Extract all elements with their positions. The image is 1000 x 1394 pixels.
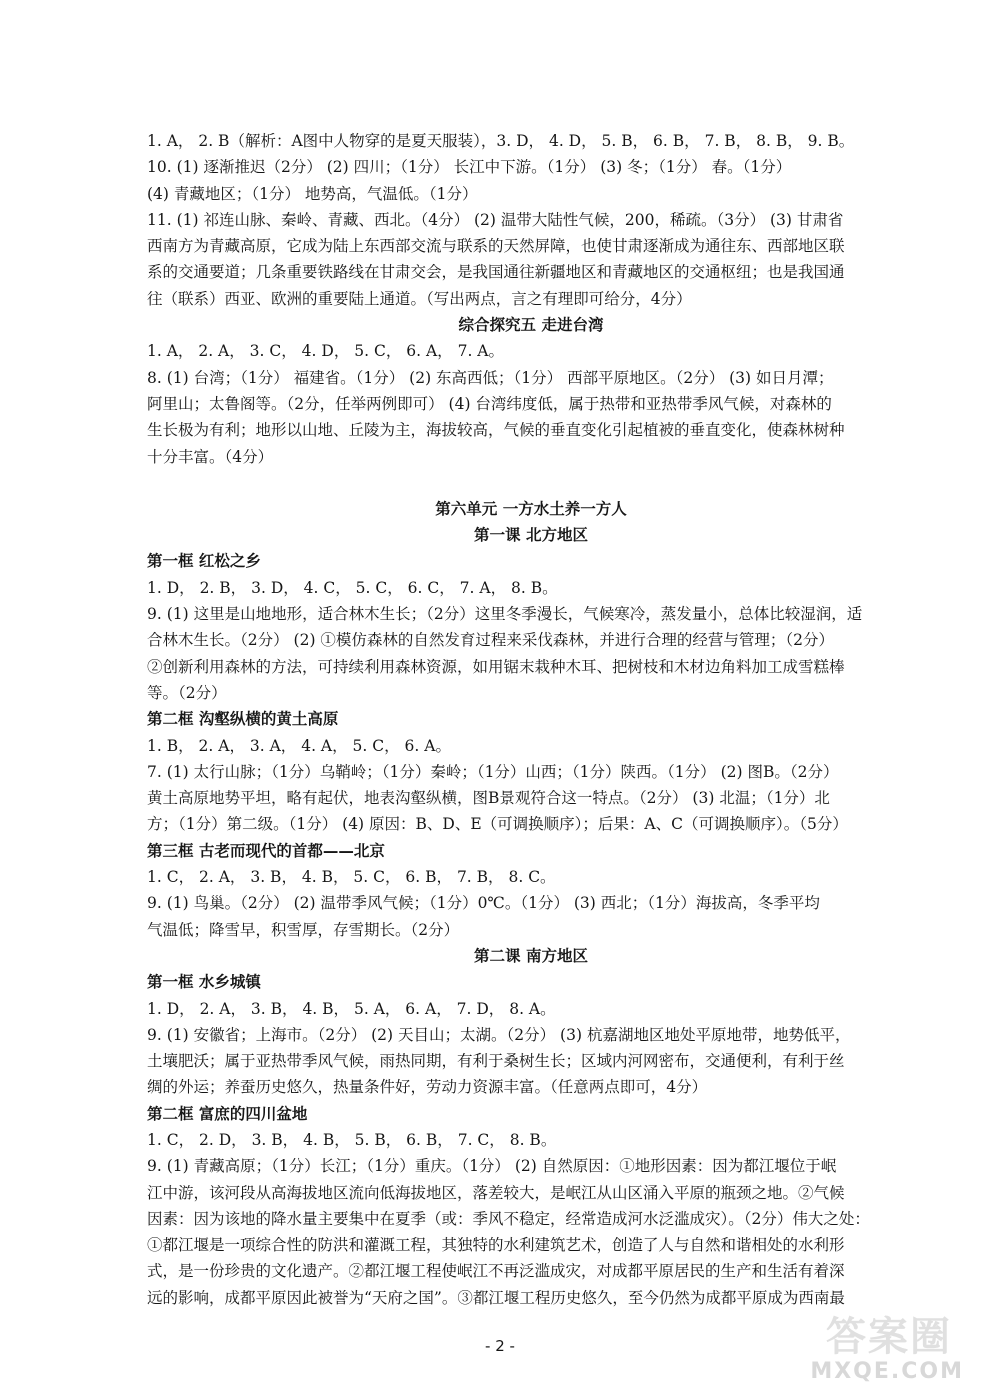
section-heading: 综合探究五 走进台湾 xyxy=(458,316,604,335)
answer-line: 西南方为青藏高原，它成为陆上东西部交流与联系的天然屏障，也使甘肃逐渐成为通往东、西部地区联 xyxy=(147,237,845,256)
answer-line: 8. (1) 台湾；（1分） 福建省。（1分） (2) 东高西低；（1分） 西部平原地区。（2分） (3) 如日月潭； xyxy=(147,368,834,387)
lesson-heading: 第二课 南方地区 xyxy=(474,946,588,965)
answer-line: ①都江堰是一项综合性的防洪和灌溉工程，其独特的水利建筑艺术，创造了人与自然和谐相处的水利形 xyxy=(147,1236,845,1255)
answer-line: 9. (1) 青藏高原；（1分）长江；（1分）重庆。（1分） (2) 自然原因：①地形因素：因为都江堰位于岷 xyxy=(147,1157,837,1176)
answer-line: 9. (1) 安徽省；上海市。（2分） (2) 天目山；太湖。（2分） (3) 杭嘉湖地区地处平原地带，地势低平， xyxy=(147,1025,851,1044)
answer-line: ②创新利用森林的方法，可持续利用森林资源，如用锯末栽种木耳、把树枝和木材边角料加工成雪糕棒 xyxy=(147,657,845,676)
unit-heading: 第六单元 一方水土养一方人 xyxy=(435,499,627,518)
answer-line: 7. (1) 太行山脉；（1分）乌鞘岭；（1分）秦岭；（1分）山西；（1分）陕西。（1分） (2) 图B。（2分） xyxy=(147,762,839,781)
answer-content xyxy=(147,128,915,1311)
watermark-logo xyxy=(812,1314,972,1384)
answer-line: 远的影响，成都平原因此被誉为“天府之国”。③都江堰工程历史悠久，至今仍然为成都平原成为西南最 xyxy=(147,1288,845,1307)
answer-line: 9. (1) 这里是山地地形，适合林木生长；（2分）这里冬季漫长，气候寒冷，蒸发量小，总体比较湿润，适 xyxy=(147,605,863,624)
answer-line: 合林木生长。（2分） (2) ①模仿森林的自然发育过程来采伐森林，并进行合理的经营与管理；（2分） xyxy=(147,631,835,650)
lesson-heading: 第一课 北方地区 xyxy=(474,526,588,545)
answer-line: 1. A， 2. A， 3. C， 4. D， 5. C， 6. A， 7. A。 xyxy=(147,342,504,361)
subsection-heading: 第三框 古老而现代的首都——北京 xyxy=(147,841,385,860)
answer-line: 1. A， 2. B（解析：A图中人物穿的是夏天服装），3. D， 4. D， 5. B， 6. B， 7. B， 8. B， 9. B。 xyxy=(147,132,855,150)
answer-line: 9. (1) 鸟巢。（2分） (2) 温带季风气候；（1分）0℃。（1分） (3) 西北；（1分）海拔高，冬季平均 xyxy=(147,894,820,913)
answer-line: 1. C， 2. D， 3. B， 4. B， 5. B， 6. B， 7. C， 8. B。 xyxy=(147,1130,557,1149)
subsection-heading: 第一框 红松之乡 xyxy=(147,552,261,571)
answer-line: 因素：因为该地的降水量主要集中在夏季（或：季风不稳定，经常造成河水泛滥成灾）。（2分）伟大之处： xyxy=(147,1209,870,1228)
answer-line: 气温低；降雪早，积雪厚，存雪期长。（2分） xyxy=(147,920,460,939)
answer-line: (4) 青藏地区；（1分） 地势高，气温低。（1分） xyxy=(147,184,478,203)
watermark-site: MXQE.COM xyxy=(810,1359,964,1384)
answer-line: 等。（2分） xyxy=(147,683,227,702)
answer-line: 1. D， 2. A， 3. B， 4. B， 5. A， 6. A， 7. D， 8. A。 xyxy=(147,999,556,1018)
answer-line: 生长极为有利；地形以山地、丘陵为主，海拔较高，气候的垂直变化引起植被的垂直变化，使森林树种 xyxy=(147,421,845,440)
subsection-heading: 第一框 水乡城镇 xyxy=(147,973,261,992)
answer-line: 十分丰富。（4分） xyxy=(147,447,274,466)
answer-line: 绸的外运；养蚕历史悠久，热量条件好，劳动力资源丰富。（任意两点即可，4分） xyxy=(147,1078,708,1097)
answer-line: 10. (1) 逐渐推迟（2分） (2) 四川；（1分） 长江中下游。（1分） (3) 冬；（1分） 春。（1分） xyxy=(147,158,792,177)
answer-line: 系的交通要道；几条重要铁路线在甘肃交会，是我国通往新疆地区和青藏地区的交通枢纽；也是我国通 xyxy=(147,263,845,282)
answer-line: 江中游，该河段从高海拔地区流向低海拔地区，落差较大，是岷江从山区涌入平原的瓶颈之地。②气候 xyxy=(147,1183,845,1202)
answer-line: 1. B， 2. A， 3. A， 4. A， 5. C， 6. A。 xyxy=(147,736,451,755)
answer-line: 方；（1分）第二级。（1分） (4) 原因：B、D、E（可调换顺序）；后果：A、C（可调换顺序）。（5分） xyxy=(147,815,848,834)
answer-line: 1. D， 2. B， 3. D， 4. C， 5. C， 6. C， 7. A， 8. B。 xyxy=(147,578,558,597)
answer-line: 1. C， 2. A， 3. B， 4. B， 5. C， 6. B， 7. B， 8. C。 xyxy=(147,868,556,887)
subsection-heading: 第二框 富庶的四川盆地 xyxy=(147,1104,308,1123)
answer-line: 式，是一份珍贵的文化遗产。②都江堰工程使岷江不再泛滥成灾，对成都平原居民的生产和生活有着深 xyxy=(147,1262,845,1281)
answer-line: 阿里山；太鲁阁等。（2分，任举两例即可） (4) 台湾纬度低，属于热带和亚热带季风气候，对森林的 xyxy=(147,394,832,413)
spacer xyxy=(147,470,915,496)
watermark-glyphs: 答案圈 xyxy=(826,1314,952,1360)
answer-line: 黄土高原地势平坦，略有起伏，地表沟壑纵横，图B景观符合这一特点。（2分） (3) 北温；（1分）北 xyxy=(147,789,830,808)
answer-line: 土壤肥沃；属于亚热带季风气候，雨热同期，有利于桑树生长；区域内河网密布，交通便利，有利于丝 xyxy=(147,1052,845,1071)
page-number: - 2 - xyxy=(485,1337,515,1355)
subsection-heading: 第二框 沟壑纵横的黄土高原 xyxy=(147,710,339,729)
answer-line: 11. (1) 祁连山脉、秦岭、青藏、西北。（4分） (2) 温带大陆性气候，200，稀疏。（3分） (3) 甘肃省 xyxy=(147,210,844,229)
answer-line: 往（联系）西亚、欧洲的重要陆上通道。（写出两点，言之有理即可给分，4分） xyxy=(147,289,692,308)
